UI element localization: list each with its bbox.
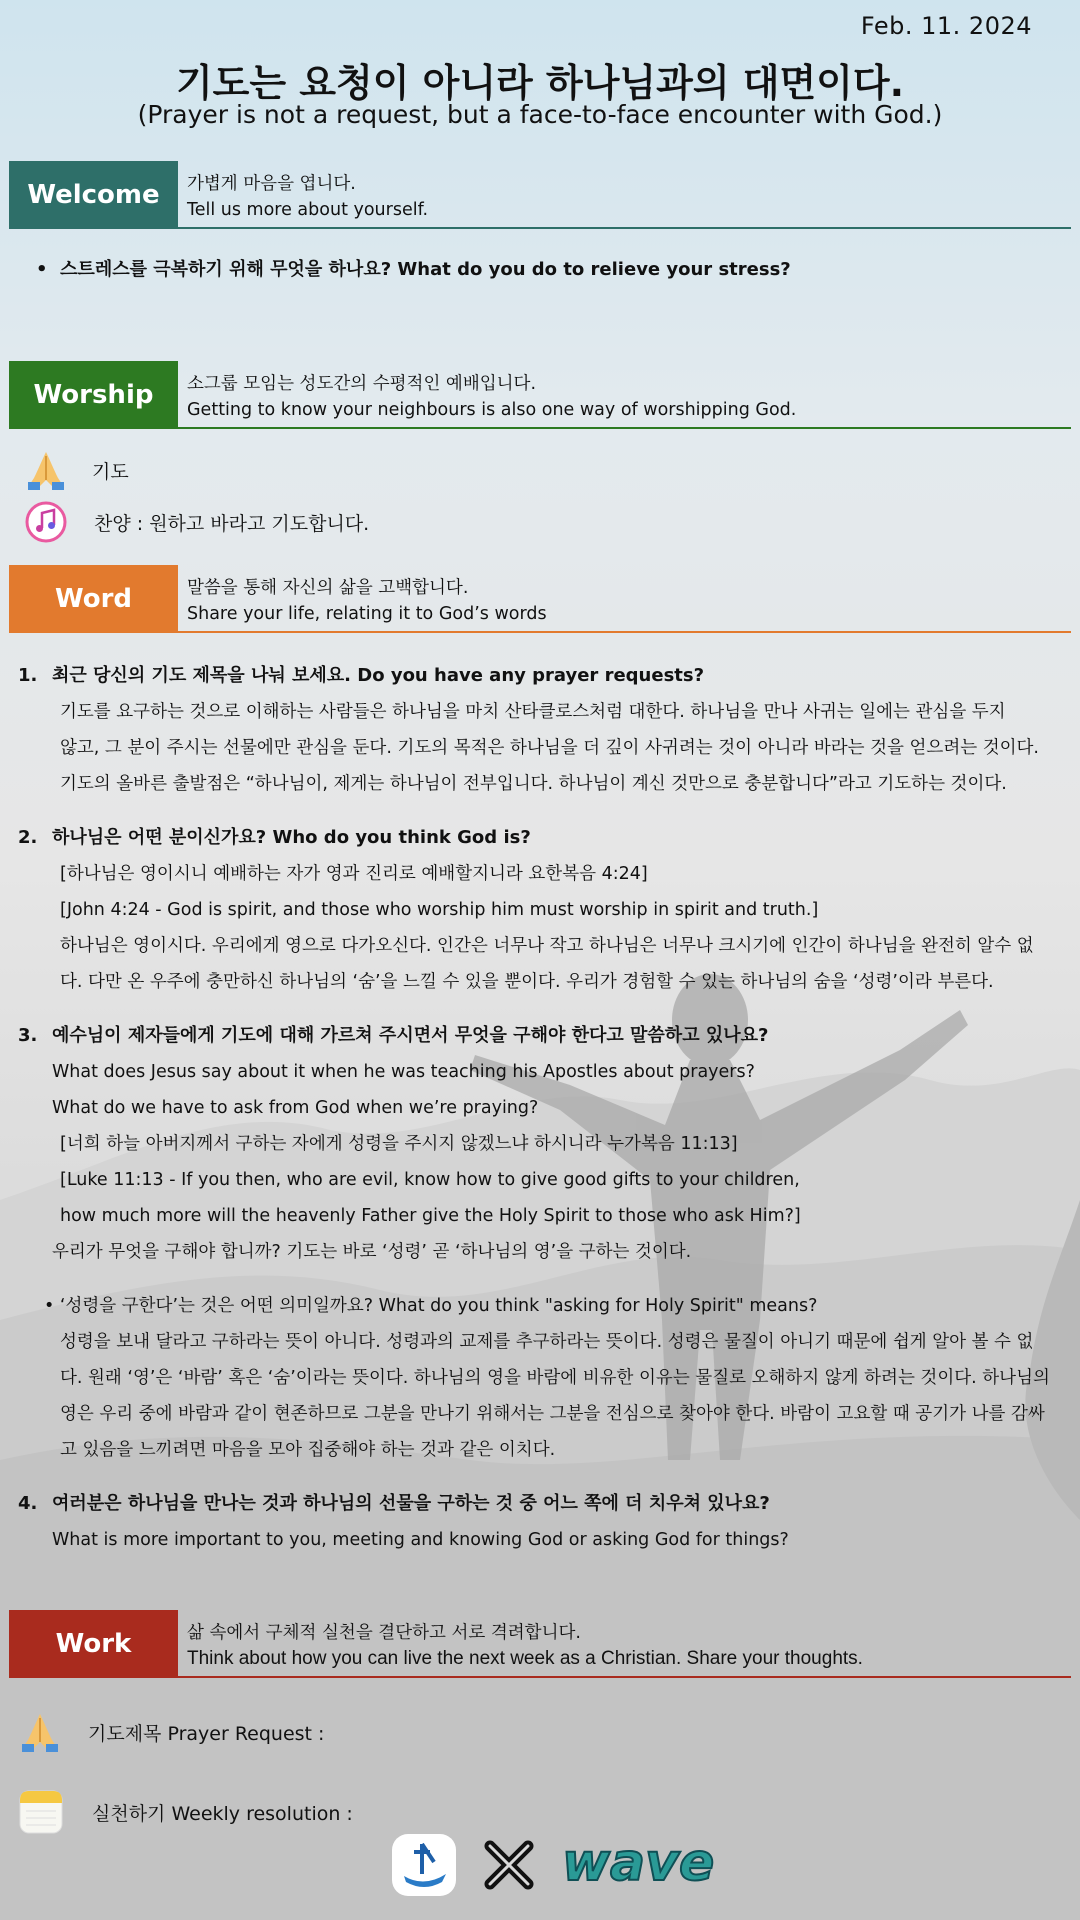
work-description [187,1620,863,1672]
worship-divider [178,427,1071,429]
praying-hands-icon [18,1710,62,1754]
q2-title: 하나님은 어떤 분이신가요? Who do you think God is? [52,827,531,848]
q1-number: 1. [18,665,38,686]
welcome-section-header [9,161,1071,229]
bullet: • [44,1296,60,1316]
q1-body [60,694,1039,802]
work-tag: Work [9,1610,178,1678]
worship-prayer-label: 기도 [92,460,129,483]
worship-section-header [9,361,1071,429]
word-desc-ko: 말씀을 통해 자신의 삶을 고백합니다. [187,578,469,598]
work-resolution-row [18,1788,353,1836]
wave-logo [560,1836,738,1894]
word-description [187,575,547,627]
q2-line: [John 4:24 - God is spirit, and those who worship him must worship in spirit and truth.] [60,900,819,920]
welcome-desc-en: Tell us more about yourself. [187,200,429,220]
word-tag: Word [9,565,178,633]
q3-number: 3. [18,1025,38,1046]
q4-title: 여러분은 하나님을 만나는 것과 하나님의 선물을 구하는 것 중 어느 쪽에 더 치우쳐 있나요? [52,1493,770,1514]
q4-number: 4. [18,1493,38,1514]
work-section-header [9,1610,1071,1678]
welcome-question-text: 스트레스를 극복하기 위해 무엇을 하나요? What do you do to relieve your stress? [60,259,791,280]
q1-title: 최근 당신의 기도 제목을 나눠 보세요. Do you have any prayer requests? [52,665,705,686]
worship-desc-ko: 소그룹 모임는 성도간의 수평적인 예배입니다. [187,374,537,394]
q3-bullet-line: 고 있음을 느끼려면 마음을 모아 집중해야 하는 것과 같은 이치다. [60,1440,556,1460]
q3-scripture-line: [Luke 11:13 - If you then, who are evil, know how to give good gifts to your children, [60,1170,800,1190]
q2-number: 2. [18,827,38,848]
q3-bullet-body [60,1324,1050,1468]
date: Feb. 11. 2024 [860,12,1032,40]
q3-bullet-line: 영은 우리 중에 바람과 같이 현존하므로 그분을 만나기 위해서는 그분을 전심으로 찾아야 한다. 바람이 고요할 때 공기가 나를 감싸 [60,1404,1045,1424]
q3-line: What do we have to ask from God when we’re praying? [52,1098,539,1118]
q3-line: What does Jesus say about it when he was teaching his Apostles about prayers? [52,1062,755,1082]
worship-desc-en: Getting to know your neighbours is also one way of worshipping God. [187,400,797,420]
q3-conclusion: 우리가 무엇을 구해야 합니까? 기도는 바로 ‘성령’ 곧 ‘하나님의 영’을 구하는 것이다. [52,1242,692,1262]
footer-logos [390,1832,738,1898]
q3-bullet-line: 성령을 보내 달라고 구하라는 뜻이 아니다. 성령과의 교제를 추구하라는 뜻이다. 성령은 물질이 아니기 때문에 쉽게 알아 볼 수 없 [60,1332,1034,1352]
q3-bullet-text: ‘성령을 구한다’는 것은 어떤 의미일까요? What do you think "asking for Holy Spirit" means? [59,1296,818,1316]
church-logo-icon [390,1832,458,1898]
word-divider [178,631,1071,633]
work-prayer-row [18,1710,324,1754]
q3-scripture [60,1126,801,1234]
q2-body [60,856,1034,1000]
word-section-header [9,565,1071,633]
q2-line: [하나님은 영이시니 예배하는 자가 영과 진리로 예배할지니라 요한복음 4:24] [60,864,648,884]
q3-scripture-line: how much more will the heavenly Father give the Holy Spirit to those who ask Him?] [60,1206,801,1226]
cross-mark-icon [480,1836,538,1894]
q1-line: 않고, 그 분이 주시는 선물에만 관심을 둔다. 기도의 목적은 하나님을 더 깊이 사귀려는 것이 아니라 바라는 것을 얻으려는 것이다. [60,738,1039,758]
work-desc-en: Think about how you can live the next week as a Christian. Share your thoughts. [187,1648,863,1669]
welcome-desc-ko: 가볍게 마음을 엽니다. [187,174,356,194]
page-title: 기도는 요청이 아니라 하나님과의 대면이다. [175,61,905,105]
q1-line: 기도를 요구하는 것으로 이해하는 사람들은 하나님을 마치 산타클로스처럼 대한다. 하나님을 만나 사귀는 일에는 관심을 두지 [60,702,1006,722]
welcome-tag: Welcome [9,161,178,229]
worship-tag: Worship [9,361,178,429]
q3-bullet-line: 다. 원래 ‘영’은 ‘바람’ 혹은 ‘숨’이라는 뜻이다. 하나님의 영을 바람에 비유한 이유는 물질로 오해하지 않게 하려는 것이다. 하나님의 [60,1368,1050,1388]
welcome-description [187,171,428,223]
q1-line: 기도의 올바른 출발점은 “하나님이, 제게는 하나님이 전부입니다. 하나님이 계신 것만으로 충분합니다”라고 기도하는 것이다. [60,774,1007,794]
q2-line: 하나님은 영이시다. 우리에게 영으로 다가오신다. 인간은 너무나 작고 하나님은 너무나 크시기에 인간이 하나님을 완전히 알수 없 [60,936,1034,956]
work-divider [178,1676,1071,1678]
wave-logo-text: wave [562,1836,715,1893]
q3-english-lines [52,1054,755,1126]
worship-song-row [24,500,369,544]
q4-line: What is more important to you, meeting and knowing God or asking God for things? [52,1530,789,1550]
worship-description [187,371,796,423]
welcome-question [36,252,791,288]
word-desc-en: Share your life, relating it to God’s words [187,604,547,624]
welcome-divider [178,227,1071,229]
worship-song-label: 찬양 : 원하고 바라고 기도합니다. [94,512,370,535]
music-note-icon [24,500,68,544]
praying-hands-icon [24,448,68,492]
bullet: • [36,259,61,280]
weekly-resolution-label: 실천하기 Weekly resolution : [92,1802,353,1825]
page-subtitle: (Prayer is not a request, but a face-to-face encounter with God.) [137,100,943,129]
work-desc-ko: 삶 속에서 구체적 실천을 결단하고 서로 격려합니다. [187,1623,581,1643]
prayer-request-label: 기도제목 Prayer Request : [88,1722,325,1745]
q2-line: 다. 다만 온 우주에 충만하신 하나님의 ‘숨’을 느낄 수 있을 뿐이다. 우리가 경험할 수 있는 하나님의 숨을 ‘성령’이라 부른다. [60,972,994,992]
q3-scripture-line: [너희 하늘 아버지께서 구하는 자에게 성령을 주시지 않겠느냐 하시니라 누가복음 11:13] [60,1134,738,1154]
notepad-icon [18,1789,64,1835]
worship-prayer-row [24,448,129,492]
q3-bullet [44,1288,817,1324]
q3-title: 예수님이 제자들에게 기도에 대해 가르쳐 주시면서 무엇을 구해야 한다고 말씀하고 있나요? [52,1025,769,1046]
